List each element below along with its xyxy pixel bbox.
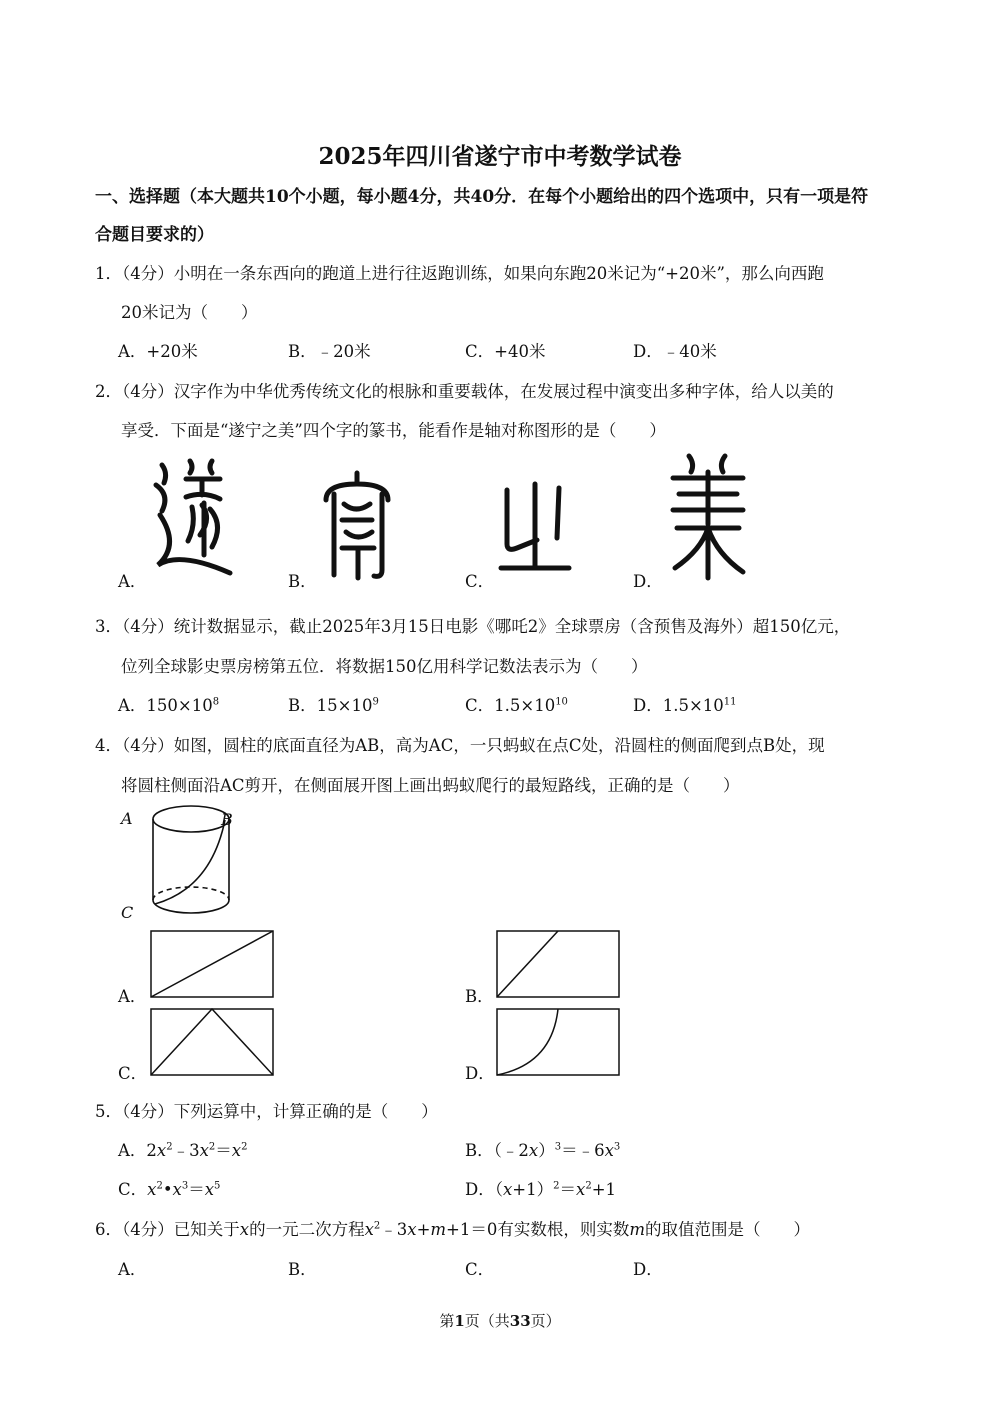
q3-option-c: C．$1.5\times 10^{10}$ xyxy=(465,696,568,715)
q5-option-b: B．$(﹣2x)^3=﹣6x^3$ xyxy=(465,1141,621,1160)
q6-option-d: D． xyxy=(633,1260,663,1279)
q2-stem-line2: 享受．下面是“遂宁之美”四个字的篆书，能看作是轴对称图形的是（ ） xyxy=(121,421,666,440)
q4-option-b-figure xyxy=(496,930,620,998)
q5-stem: 5．（4分）下列运算中，计算正确的是（ ） xyxy=(95,1102,438,1121)
page-title: 2025年四川省遂宁市中考数学试卷 xyxy=(318,143,682,170)
q3-option-a: A．$150\times 10^8$ xyxy=(118,696,220,715)
q4-option-c-figure xyxy=(150,1008,274,1076)
q6-stem: 6．（4分）已知关于x的一元二次方程$x^2﹣3x+m+1=0$有实数根，则实数m的取值范围是（ ） xyxy=(95,1220,811,1239)
seal-glyph-ning xyxy=(320,470,395,582)
q5-option-c: C．$x^2•x^3=x^5$ xyxy=(118,1180,221,1199)
page-footer: 第1页（共33页） xyxy=(439,1312,561,1330)
q1-option-a: A．+20米 xyxy=(118,342,198,361)
seal-glyph-sui xyxy=(150,455,235,580)
q1-stem-line2: 20米记为（ ） xyxy=(121,303,258,322)
page-total: 33 xyxy=(509,1312,531,1330)
section-heading-line1: 一、选择题（本大题共10个小题，每小题4分，共40分．在每个小题给出的四个选项中，只有一项是符 xyxy=(95,187,869,207)
q2-stem-line1: 2．（4分）汉字作为中华优秀传统文化的根脉和重要载体，在发展过程中演变出多种字体，给人以美的 xyxy=(95,382,834,401)
q6-option-a: A． xyxy=(118,1260,147,1279)
q2-option-c-label: C． xyxy=(465,572,495,591)
q2-option-b-label: B． xyxy=(288,572,317,591)
q4-option-c-label: C． xyxy=(118,1064,148,1083)
q6-option-b: B． xyxy=(288,1260,317,1279)
q4-option-d-figure xyxy=(496,1008,620,1076)
q4-option-a-label: A． xyxy=(118,987,147,1006)
q3-option-d: D．$1.5\times 10^{11}$ xyxy=(633,696,737,715)
q1-stem-line1: 1．（4分）小明在一条东西向的跑道上进行往返跑训练，如果向东跑20米记为“+20米”，那么向西跑 xyxy=(95,264,824,283)
label-a: A xyxy=(121,809,133,828)
page-number: 1 xyxy=(454,1312,465,1330)
seal-glyph-zhi xyxy=(497,478,572,578)
seal-glyph-mei xyxy=(665,450,750,580)
cylinder-figure xyxy=(115,800,235,930)
q4-option-a-figure xyxy=(150,930,274,998)
q1-option-d: D．﹣40米 xyxy=(633,342,717,361)
q4-stem-line2: 将圆柱侧面沿AC剪开，在侧面展开图上画出蚂蚁爬行的最短路线，正确的是（ ） xyxy=(121,776,740,795)
q5-option-d: D．$(x+1)^2=x^2+1$ xyxy=(465,1180,617,1199)
q3-stem-line2: 位列全球影史票房榜第五位．将数据150亿用科学记数法表示为（ ） xyxy=(121,657,648,676)
q4-stem-line1: 4．（4分）如图，圆柱的底面直径为AB，高为AC，一只蚂蚁在点C处，沿圆柱的侧面爬到点B处，现 xyxy=(95,736,825,755)
label-c: C xyxy=(121,903,134,922)
q2-option-d-label: D． xyxy=(633,572,663,591)
label-b: B xyxy=(221,810,233,829)
q5-option-a: A．$2x^2﹣3x^2=x^2$ xyxy=(118,1141,248,1160)
q6-option-c: C． xyxy=(465,1260,495,1279)
section-heading-line2: 合题目要求的） xyxy=(95,225,214,245)
q1-option-c: C．+40米 xyxy=(465,342,546,361)
q1-option-b: B．﹣20米 xyxy=(288,342,371,361)
q3-stem-line1: 3．（4分）统计数据显示，截止2025年3月15日电影《哪吒2》全球票房（含预售及海外）超150亿元， xyxy=(95,617,851,636)
q2-option-a-label: A． xyxy=(118,572,147,591)
q4-option-d-label: D． xyxy=(465,1064,495,1083)
q4-option-b-label: B． xyxy=(465,987,494,1006)
q3-option-b: B．$15\times 10^9$ xyxy=(288,696,379,715)
